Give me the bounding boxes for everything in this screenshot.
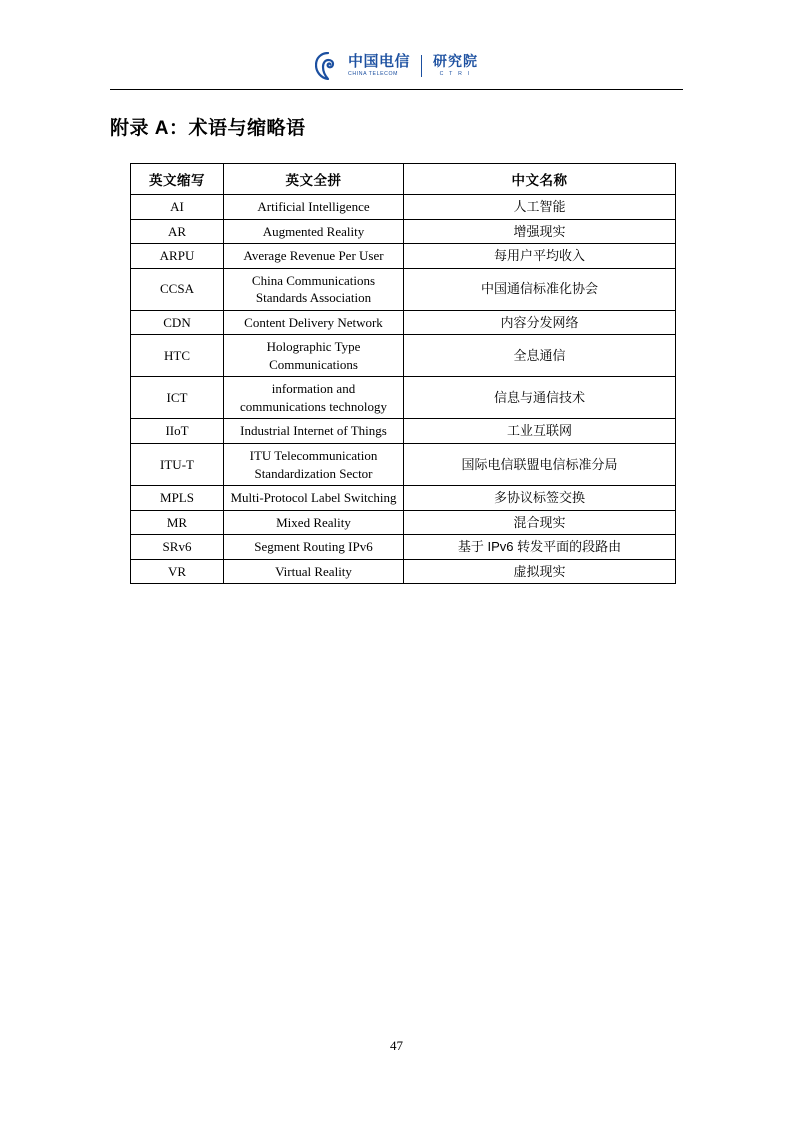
table-row xyxy=(131,486,676,511)
institute-name xyxy=(433,54,478,77)
cell-full: information and communications technology xyxy=(224,377,404,419)
cell-cn: 人工智能 xyxy=(404,195,676,220)
cell-cn: 内容分发网络 xyxy=(404,310,676,335)
cell-abbr: CDN xyxy=(131,310,224,335)
cell-cn: 每用户平均收入 xyxy=(404,244,676,269)
cell-abbr: MPLS xyxy=(131,486,224,511)
column-header-full: 英文全拼 xyxy=(224,164,404,195)
cell-cn: 基于 IPv6 转发平面的段路由 xyxy=(404,535,676,560)
column-header-cn: 中文名称 xyxy=(404,164,676,195)
cell-abbr: CCSA xyxy=(131,268,224,310)
cell-full: ITU Telecommunication Standardization Sector xyxy=(224,444,404,486)
table-row xyxy=(131,444,676,486)
institute-name-cn: 研究院 xyxy=(433,53,478,70)
table-row xyxy=(131,335,676,377)
cell-abbr: AR xyxy=(131,219,224,244)
cell-abbr: IIoT xyxy=(131,419,224,444)
cell-abbr: VR xyxy=(131,559,224,584)
glossary-table xyxy=(130,163,676,584)
table-row xyxy=(131,377,676,419)
table-row xyxy=(131,510,676,535)
cell-full: Mixed Reality xyxy=(224,510,404,535)
cell-full: Holographic Type Communications xyxy=(224,335,404,377)
cell-abbr: HTC xyxy=(131,335,224,377)
cell-full: Segment Routing IPv6 xyxy=(224,535,404,560)
cell-cn: 虚拟现实 xyxy=(404,559,676,584)
brand-name-cn: 中国电信 xyxy=(347,53,410,71)
cell-abbr: ITU-T xyxy=(131,444,224,486)
table-row xyxy=(131,559,676,584)
cell-full: Virtual Reality xyxy=(224,559,404,584)
column-header-abbr: 英文缩写 xyxy=(131,164,224,195)
cell-cn: 信息与通信技术 xyxy=(404,377,676,419)
cell-cn: 混合现实 xyxy=(404,510,676,535)
header-rule xyxy=(110,89,683,90)
table-row xyxy=(131,244,676,269)
table-header-row xyxy=(131,164,676,195)
cell-full: Average Revenue Per User xyxy=(224,244,404,269)
page-number: 47 xyxy=(390,1038,403,1053)
cell-abbr: ARPU xyxy=(131,244,224,269)
brand-name xyxy=(348,54,410,77)
logo-divider xyxy=(421,55,422,77)
cell-full: Content Delivery Network xyxy=(224,310,404,335)
table-row xyxy=(131,310,676,335)
cell-full: China Communications Standards Association xyxy=(224,268,404,310)
institute-name-en: C T R I xyxy=(439,71,472,78)
table-row xyxy=(131,195,676,220)
cell-abbr: MR xyxy=(131,510,224,535)
page-title: 附录 A：术语与缩略语 xyxy=(110,117,306,139)
brand-name-en: CHINA TELECOM xyxy=(347,71,399,78)
table-row xyxy=(131,535,676,560)
cell-abbr: SRv6 xyxy=(131,535,224,560)
cell-cn: 多协议标签交换 xyxy=(404,486,676,511)
cell-full: Artificial Intelligence xyxy=(224,195,404,220)
cell-cn: 工业互联网 xyxy=(404,419,676,444)
table-row xyxy=(131,219,676,244)
cell-abbr: ICT xyxy=(131,377,224,419)
china-telecom-mark-icon xyxy=(315,52,341,80)
table-row xyxy=(131,268,676,310)
glossary-table-container xyxy=(130,163,675,584)
cell-abbr: AI xyxy=(131,195,224,220)
cell-full: Industrial Internet of Things xyxy=(224,419,404,444)
cell-cn: 增强现实 xyxy=(404,219,676,244)
china-telecom-logo xyxy=(110,48,683,84)
cell-full: Multi-Protocol Label Switching xyxy=(224,486,404,511)
table-row xyxy=(131,419,676,444)
cell-cn: 全息通信 xyxy=(404,335,676,377)
cell-full: Augmented Reality xyxy=(224,219,404,244)
cell-cn: 国际电信联盟电信标准分局 xyxy=(404,444,676,486)
page-header xyxy=(110,48,683,90)
cell-cn: 中国通信标准化协会 xyxy=(404,268,676,310)
